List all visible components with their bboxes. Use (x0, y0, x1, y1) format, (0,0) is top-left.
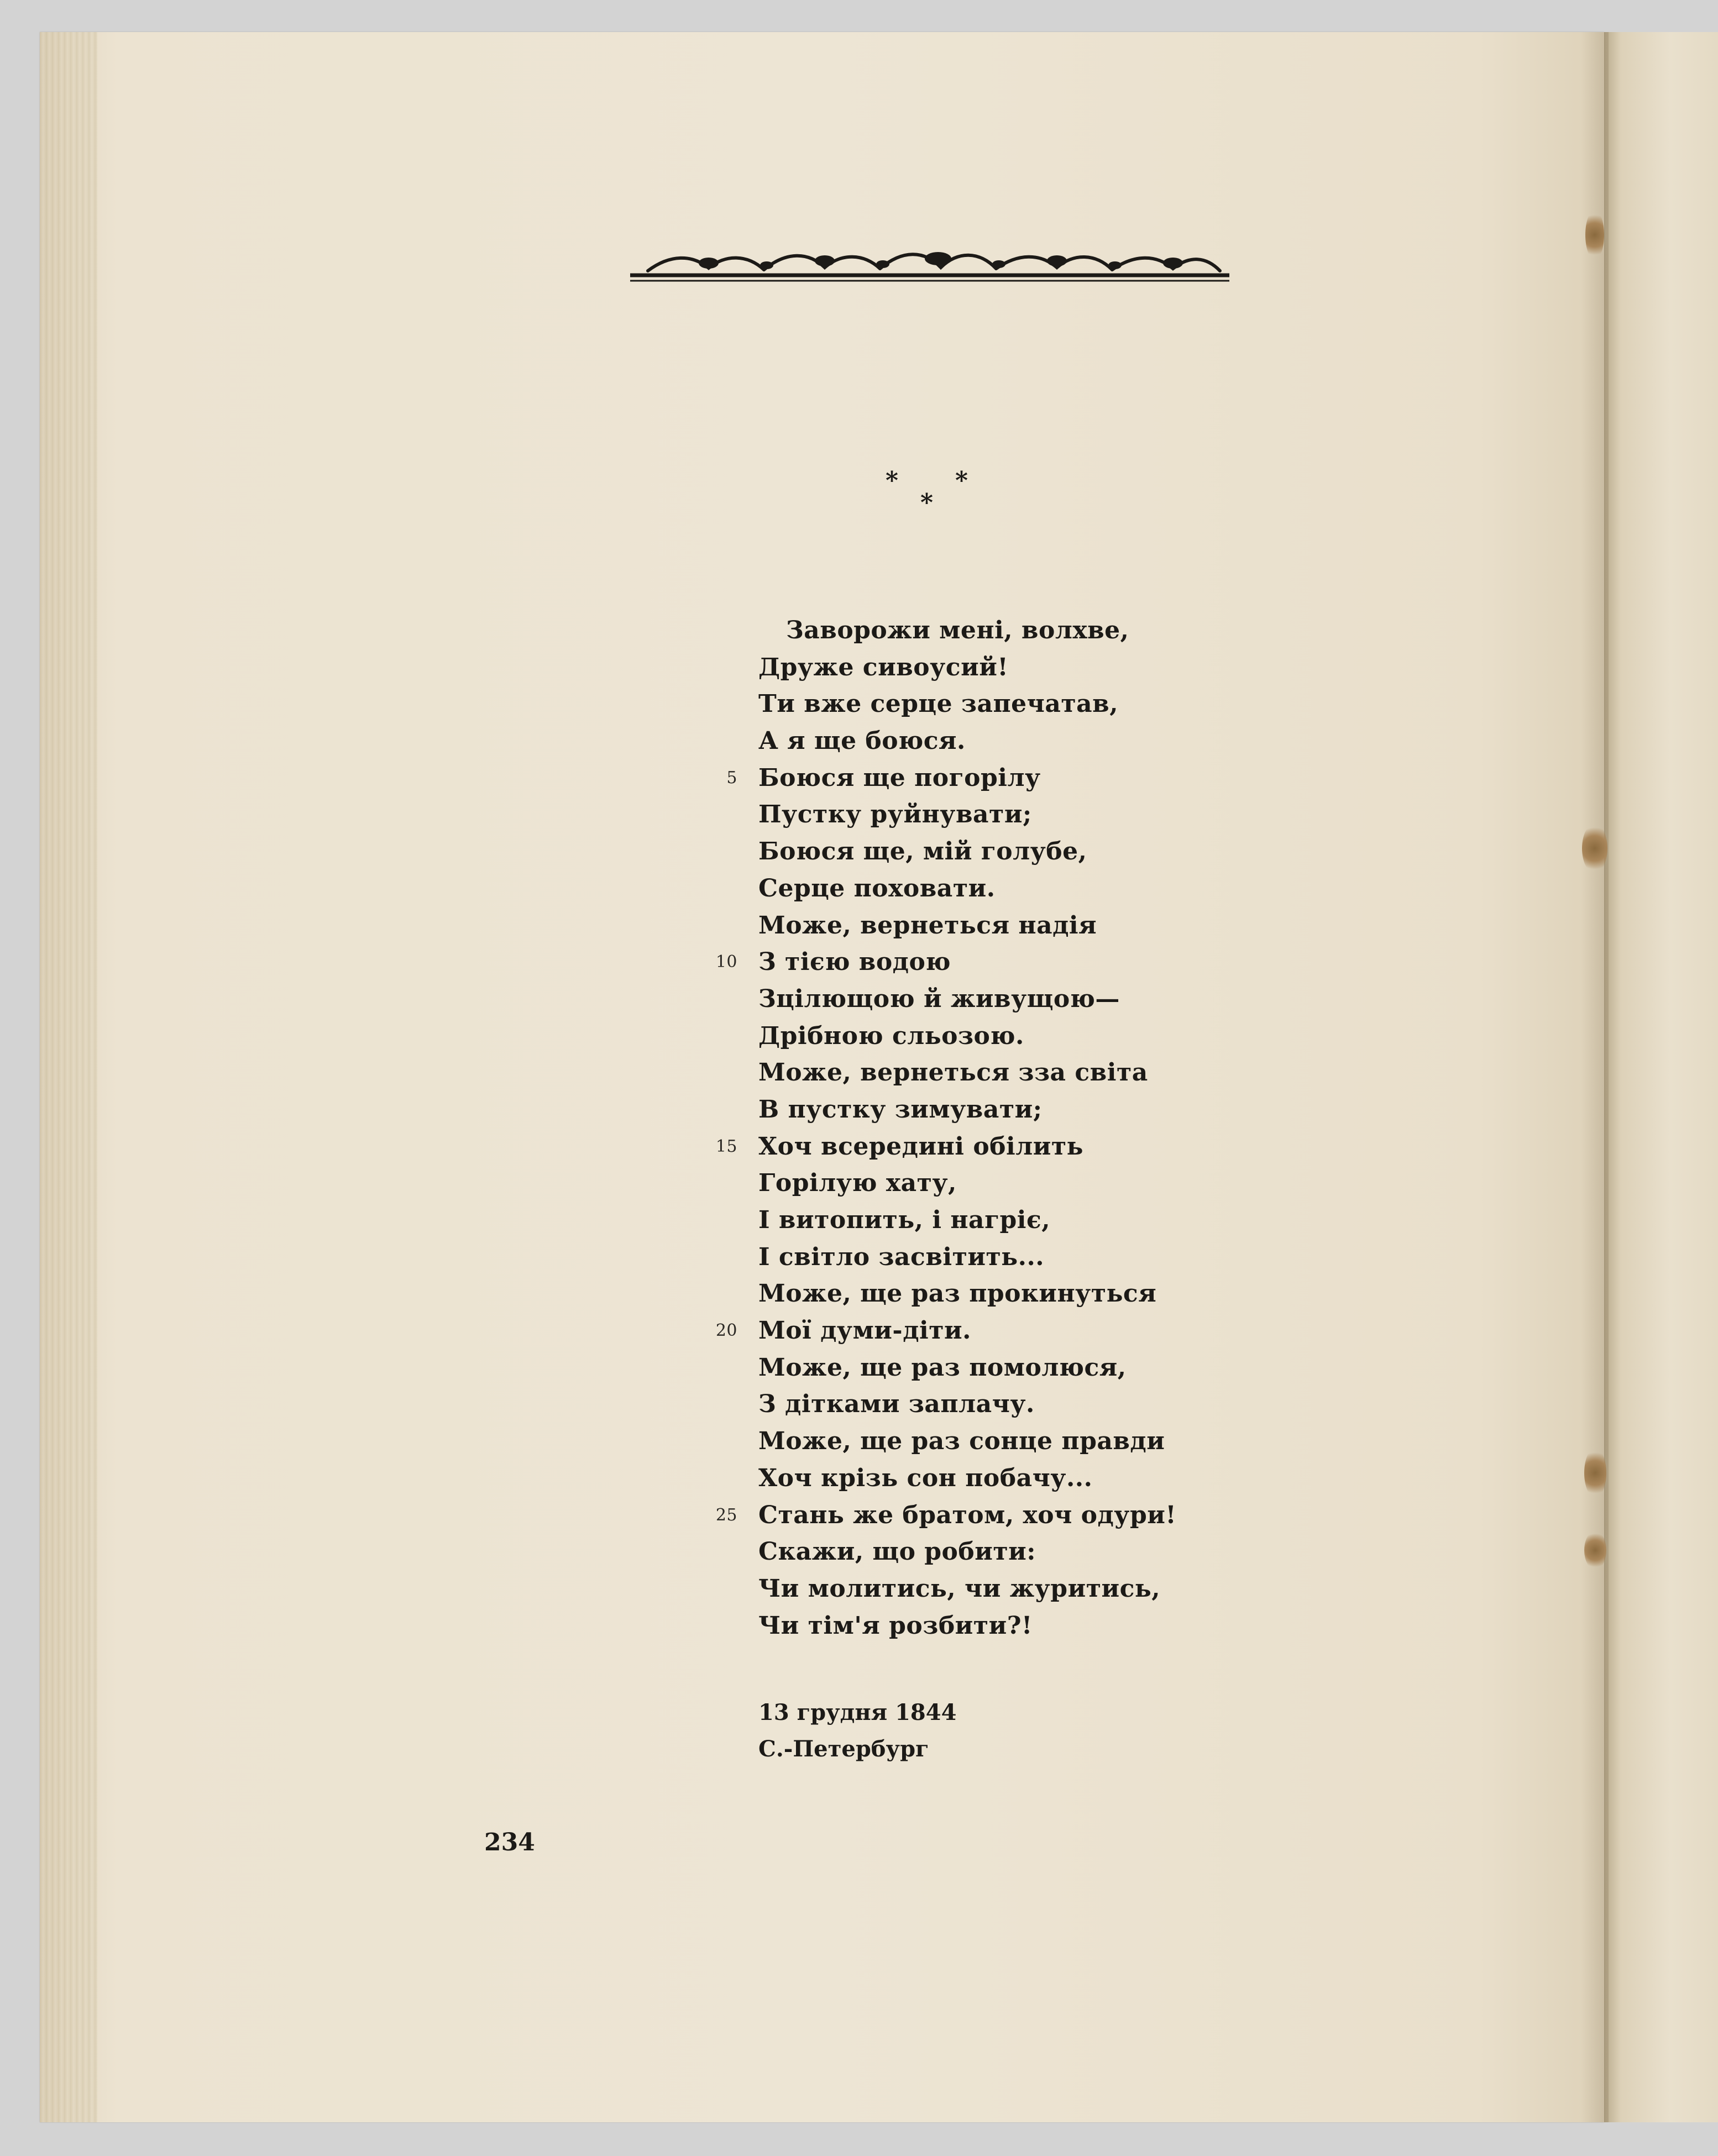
poem-line-text: Може, ще раз сонце правди (758, 1427, 1165, 1456)
poem-line (758, 796, 1176, 833)
poem-line-text: Може, ще раз помолюся, (758, 1353, 1127, 1382)
line-number: 25 (715, 1505, 737, 1525)
poem-line-text: Чи тім'я розбити?! (758, 1611, 1033, 1640)
stain-mark (1584, 1448, 1606, 1498)
poem-line-text: Може, вернеться надія (758, 911, 1097, 940)
poem-line-text: Пустку руйнувати; (758, 800, 1032, 829)
stain-mark (1582, 823, 1607, 873)
poem-line-text: Чи молитись, чи журитись, (758, 1574, 1161, 1603)
poem-line (758, 907, 1176, 945)
poem-line (758, 1276, 1176, 1313)
poem-line (715, 1313, 1176, 1350)
poem-line-text: Боюся ще, мій голубе, (758, 837, 1087, 866)
date-line: 13 грудня 1844 (758, 1699, 957, 1725)
poem-line-text: Серце поховати. (758, 874, 996, 903)
poem-line (715, 1129, 1176, 1166)
poem-text (715, 612, 1177, 1644)
stain-mark (1584, 1531, 1606, 1570)
poem-line-text: Заворожи мені, волхве, (786, 616, 1129, 644)
poem-line-text: Може, вернеться зза світа (758, 1058, 1148, 1087)
poem-line-text: Скажи, що робити: (758, 1538, 1036, 1566)
adjacent-page (1604, 32, 1718, 2122)
floral-headpiece-icon (626, 243, 1234, 287)
stain-mark (1585, 210, 1604, 260)
line-number: 10 (715, 952, 737, 972)
poem-line-text: Зцілющою й живущою— (758, 984, 1120, 1013)
poem-line (758, 1055, 1176, 1092)
svg-text:*: * (886, 466, 899, 495)
svg-text:*: * (955, 466, 968, 495)
page-number: 234 (484, 1828, 535, 1856)
poem-line (758, 1092, 1176, 1129)
poem-line (726, 760, 1176, 797)
line-number: 15 (715, 1136, 737, 1156)
poem-line (758, 833, 1176, 870)
line-number: 5 (726, 768, 737, 788)
poem-line-text: А я ще боюся. (758, 727, 966, 756)
place-line: С.-Петербург (758, 1736, 929, 1762)
poem-line (758, 1165, 1176, 1202)
poem-line (758, 686, 1176, 723)
poem-line-text: Боюся ще погорілу (758, 763, 1041, 792)
poem-line-text: Хоч всередині обілить (758, 1132, 1084, 1161)
poem-line-text: Дрібною сльозою. (758, 1021, 1024, 1050)
poem-line (758, 981, 1176, 1018)
poem-line (758, 1350, 1176, 1387)
poem-line-text: З дітками заплачу. (758, 1390, 1035, 1419)
poem-line-text: Друже сивоусий! (758, 653, 1009, 681)
poem-line-text: І витопить, і нагріє, (758, 1206, 1051, 1234)
poem-line (715, 944, 1176, 981)
poem-line (758, 1460, 1176, 1497)
poem-line (758, 1386, 1176, 1423)
poem-line-text: Горілую хату, (758, 1169, 957, 1198)
poem-footer (758, 1695, 956, 1767)
poem-line-text: І світло засвітить... (758, 1242, 1045, 1271)
poem-line-text: Ти вже серце запечатав, (758, 690, 1119, 718)
poem-line (758, 649, 1176, 686)
poem-line-text: З тією водою (758, 948, 951, 977)
poem-line (758, 1018, 1176, 1055)
poem-line-text: Мої думи-діти. (758, 1316, 971, 1345)
poem-line (758, 1423, 1176, 1460)
svg-text:*: * (920, 489, 934, 517)
poem-line-text: Стань же братом, хоч одури! (758, 1501, 1177, 1529)
page-edge-stack (40, 32, 97, 2122)
poem-line (715, 1497, 1177, 1534)
three-asterisks-icon (873, 464, 984, 520)
line-number: 20 (715, 1321, 737, 1341)
poem-line-text: Може, ще раз прокинуться (758, 1279, 1157, 1308)
poem-line-text: Хоч крізь сон побачу... (758, 1463, 1093, 1492)
poem-line (758, 1239, 1176, 1276)
poem-line (758, 1571, 1176, 1608)
poem-line (758, 1534, 1176, 1571)
poem-line (758, 1608, 1176, 1645)
poem-line (758, 1202, 1176, 1239)
poem-line (758, 870, 1176, 907)
spine-shadow (1581, 32, 1609, 2122)
poem-line (758, 723, 1176, 760)
poem-line-text: В пустку зимувати; (758, 1095, 1043, 1124)
poem-line (758, 612, 1176, 649)
